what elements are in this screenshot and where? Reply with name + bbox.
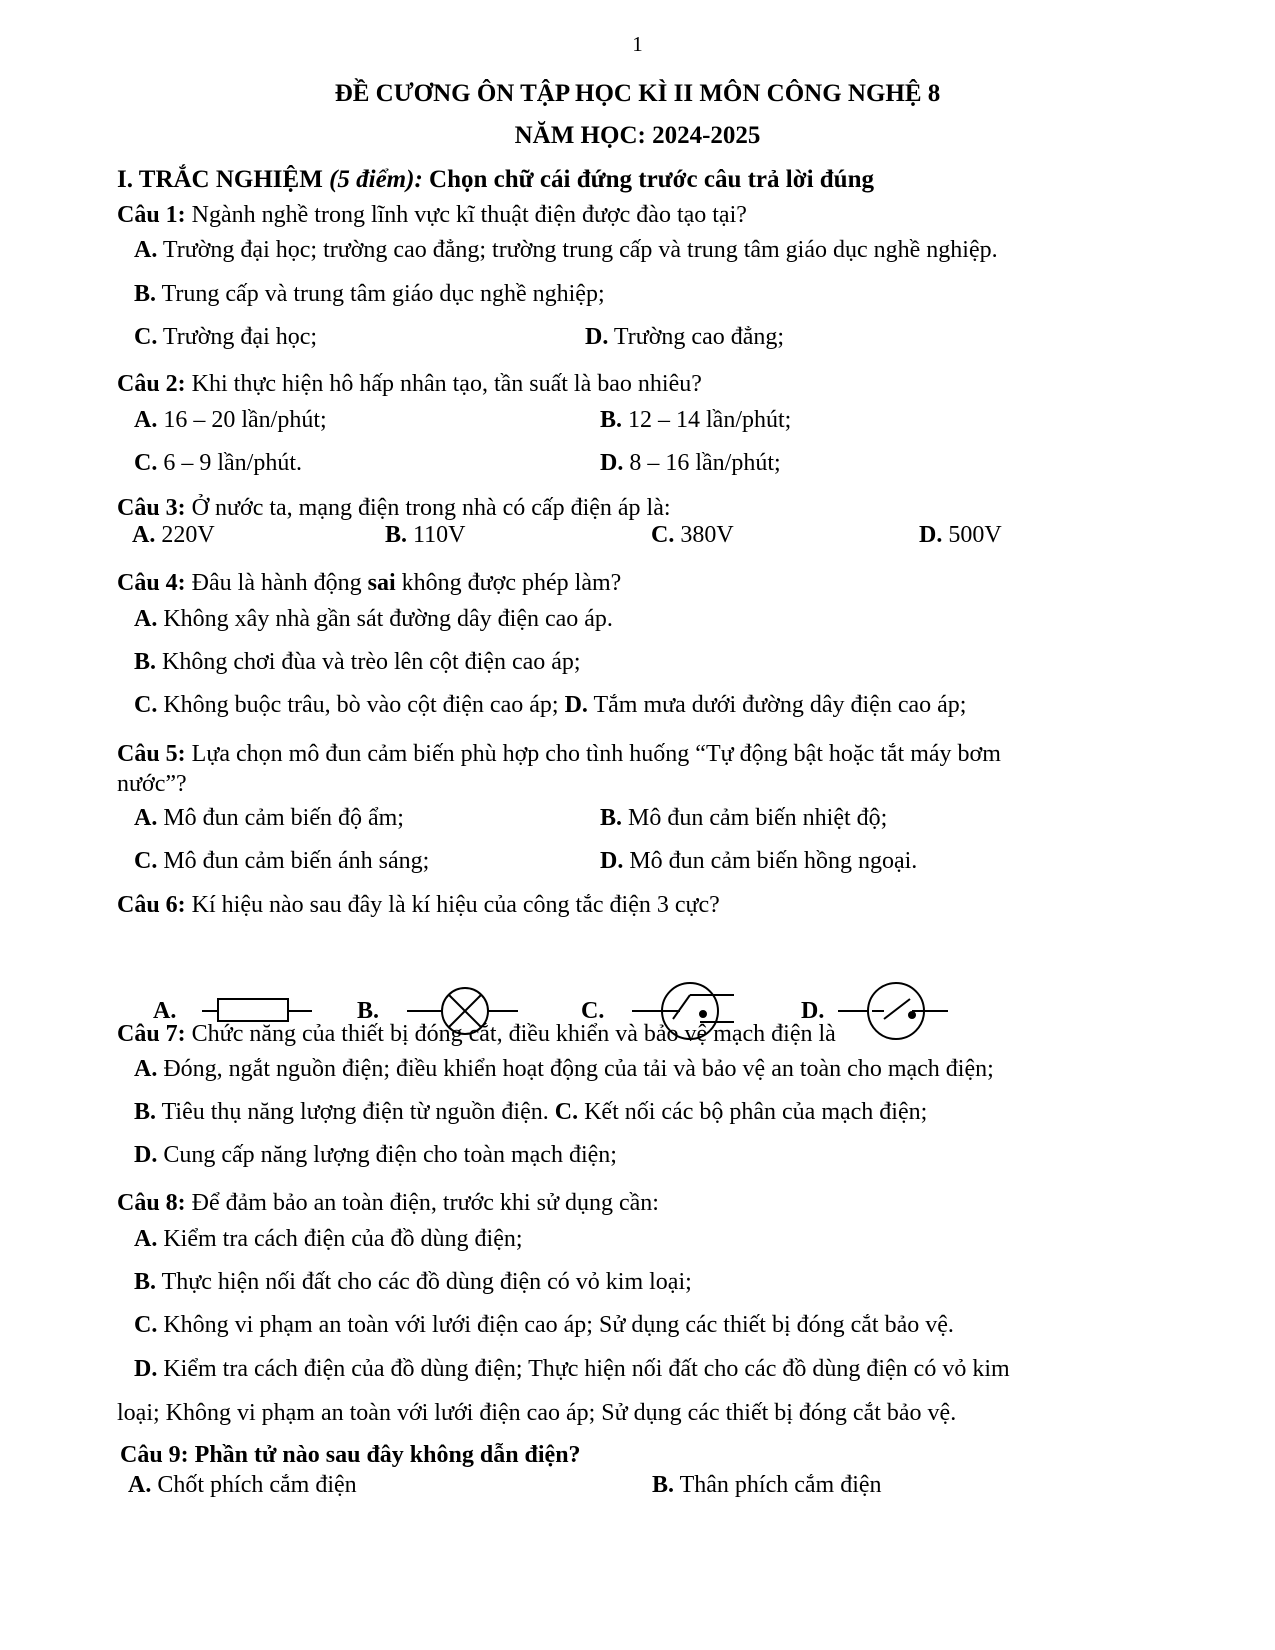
option-2b[interactable] xyxy=(600,406,791,434)
option-2a[interactable] xyxy=(134,406,327,434)
question-text: Kí hiệu nào sau đây là kí hiệu của công tắc điện 3 cực? xyxy=(191,892,720,918)
question-label: Câu 7: xyxy=(117,1021,186,1047)
question-label: Câu 4: xyxy=(117,570,186,596)
option-letter: A. xyxy=(128,1472,152,1498)
question-4 xyxy=(117,569,621,597)
option-letter: D. xyxy=(585,324,609,350)
option-text: 220V xyxy=(161,522,215,548)
option-letter: C. xyxy=(134,1312,158,1338)
question-5 xyxy=(117,740,1001,768)
question-9 xyxy=(120,1441,581,1469)
option-1c[interactable] xyxy=(134,323,317,351)
option-1a[interactable] xyxy=(134,236,998,264)
symbol-letter: C. xyxy=(581,998,605,1024)
school-year: NĂM HỌC: 2024-2025 xyxy=(514,122,761,149)
option-5b[interactable] xyxy=(600,804,887,832)
option-text: Mô đun cảm biến ánh sáng; xyxy=(163,848,430,874)
option-text: Chốt phích cắm điện xyxy=(157,1472,357,1498)
document-title: ĐỀ CƯƠNG ÔN TẬP HỌC KÌ II MÔN CÔNG NGHỆ 8 xyxy=(334,80,941,107)
question-text: Chức năng của thiết bị đóng cắt, điều khiển và bảo vệ mạch điện là xyxy=(191,1021,836,1047)
option-letter: D. xyxy=(919,522,943,548)
option-8b[interactable] xyxy=(134,1268,692,1296)
option-3a[interactable] xyxy=(132,521,215,549)
option-text: Trường cao đẳng; xyxy=(613,324,785,350)
option-5d[interactable] xyxy=(600,847,917,875)
fuse-symbol-icon xyxy=(202,999,312,1021)
question-3 xyxy=(117,494,671,522)
option-text: 6 – 9 lần/phút. xyxy=(163,450,302,476)
option-text: 110V xyxy=(413,522,466,548)
option-text: Thực hiện nối đất cho các đồ dùng điện có vỏ kim loại; xyxy=(161,1269,692,1295)
option-letter: C. xyxy=(134,848,158,874)
option-letter: A. xyxy=(134,407,158,433)
option-text: Trường đại học; xyxy=(162,324,318,350)
option-4d[interactable] xyxy=(565,692,967,718)
option-text: Tiêu thụ năng lượng điện từ nguồn điện. xyxy=(161,1099,549,1125)
symbol-letter: D. xyxy=(801,998,825,1024)
question-2 xyxy=(117,370,702,398)
question-label: Câu 3: xyxy=(117,495,186,521)
option-4b[interactable] xyxy=(134,648,581,676)
option-letter: C. xyxy=(554,1099,579,1125)
option-letter: A. xyxy=(134,237,158,263)
option-4c-4d-line xyxy=(134,691,966,719)
option-7c[interactable] xyxy=(555,1099,928,1125)
question-emphasis: sai xyxy=(367,570,396,596)
option-8a[interactable] xyxy=(134,1225,523,1253)
option-text: Không vi phạm an toàn với lưới điện cao áp; Sử dụng các thiết bị đóng cắt bảo vệ. xyxy=(163,1312,954,1338)
question-label: Câu 5: xyxy=(117,741,186,767)
option-text: Trường đại học; trường cao đẳng; trường trung cấp và trung tâm giáo dục nghề nghiệp. xyxy=(162,237,998,263)
option-9a[interactable] xyxy=(128,1471,357,1499)
question-text: Ở nước ta, mạng điện trong nhà có cấp điện áp là: xyxy=(191,495,671,521)
option-text: Kiểm tra cách điện của đồ dùng điện; xyxy=(163,1226,523,1252)
option-3c[interactable] xyxy=(651,521,734,549)
option-letter: D. xyxy=(600,450,624,476)
question-label: Câu 9: xyxy=(120,1442,189,1468)
option-letter: B. xyxy=(134,281,157,307)
option-text: Mô đun cảm biến hồng ngoại. xyxy=(629,848,918,874)
option-text: 380V xyxy=(680,522,734,548)
option-text: Đóng, ngắt nguồn điện; điều khiển hoạt động của tải và bảo vệ an toàn cho mạch điện; xyxy=(163,1056,994,1082)
option-5a[interactable] xyxy=(134,804,404,832)
section-heading xyxy=(117,166,874,194)
option-letter: D. xyxy=(134,1356,158,1382)
question-text: Lựa chọn mô đun cảm biến phù hợp cho tình huống “Tự động bật hoặc tắt máy bơm xyxy=(191,741,1001,767)
option-text: Trung cấp và trung tâm giáo dục nghề nghiệp; xyxy=(161,281,605,307)
option-text: Thân phích cắm điện xyxy=(679,1472,882,1498)
option-letter: A. xyxy=(134,1226,158,1252)
question-label: Câu 6: xyxy=(117,892,186,918)
option-1d[interactable] xyxy=(585,323,784,351)
option-text: 12 – 14 lần/phút; xyxy=(628,407,792,433)
question-text: Để đảm bảo an toàn điện, trước khi sử dụng cần: xyxy=(191,1190,659,1216)
option-letter: A. xyxy=(132,522,156,548)
option-letter: C. xyxy=(134,692,158,718)
option-text: 16 – 20 lần/phút; xyxy=(163,407,327,433)
question-label: Câu 1: xyxy=(117,202,186,228)
option-letter: B. xyxy=(600,805,623,831)
question-text: Đâu là hành động xyxy=(191,570,362,596)
option-7d[interactable] xyxy=(134,1141,617,1169)
option-2c[interactable] xyxy=(134,449,302,477)
question-label: Câu 2: xyxy=(117,371,186,397)
option-7b-7c-line xyxy=(134,1098,927,1126)
option-letter: B. xyxy=(652,1472,675,1498)
option-letter: C. xyxy=(134,450,158,476)
option-4a[interactable] xyxy=(134,605,613,633)
option-letter: B. xyxy=(134,1269,157,1295)
option-7b[interactable] xyxy=(134,1099,555,1125)
option-8d-cont: loại; Không vi phạm an toàn với lưới điện cao áp; Sử dụng các thiết bị đóng cắt bảo vệ. xyxy=(117,1400,957,1426)
question-8 xyxy=(117,1189,659,1217)
option-text: Không buộc trâu, bò vào cột điện cao áp; xyxy=(163,692,559,718)
question-text: Khi thực hiện hô hấp nhân tạo, tần suất là bao nhiêu? xyxy=(191,371,702,397)
option-text: Không xây nhà gần sát đường dây điện cao áp. xyxy=(163,606,613,632)
option-letter: B. xyxy=(600,407,623,433)
option-letter: C. xyxy=(134,324,158,350)
option-letter: B. xyxy=(134,1099,157,1125)
section-instruction: Chọn chữ cái đứng trước câu trả lời đúng xyxy=(429,166,874,193)
option-7a[interactable] xyxy=(134,1055,994,1083)
question-6 xyxy=(117,891,720,919)
section-points: (5 điểm): xyxy=(329,166,423,193)
option-3d[interactable] xyxy=(919,521,1002,549)
option-9b[interactable] xyxy=(652,1471,882,1499)
question-label: Câu 8: xyxy=(117,1190,186,1216)
option-8c[interactable] xyxy=(134,1311,954,1339)
option-letter: D. xyxy=(600,848,624,874)
question-text-cont: không được phép làm? xyxy=(401,570,622,596)
option-text: Kết nối các bộ phân của mạch điện; xyxy=(584,1099,928,1125)
option-text: Mô đun cảm biến độ ẩm; xyxy=(163,805,404,831)
option-letter: C. xyxy=(651,522,675,548)
option-4c[interactable] xyxy=(134,692,565,718)
option-2d[interactable] xyxy=(600,449,781,477)
option-text: Kiểm tra cách điện của đồ dùng điện; Thực hiện nối đất cho các đồ dùng điện có vỏ kim xyxy=(163,1356,1010,1382)
option-letter: A. xyxy=(134,606,158,632)
question-5-cont: nước”? xyxy=(117,771,187,797)
option-1b[interactable] xyxy=(134,280,605,308)
option-8d[interactable] xyxy=(134,1355,1010,1383)
question-text: Phần tử nào sau đây không dẫn điện? xyxy=(194,1442,581,1468)
option-text: Không chơi đùa và trèo lên cột điện cao áp; xyxy=(162,649,581,675)
option-letter: D. xyxy=(134,1142,158,1168)
option-3b[interactable] xyxy=(385,521,465,549)
page-number: 1 xyxy=(632,32,643,56)
option-letter: B. xyxy=(134,649,157,675)
question-text: Ngành nghề trong lĩnh vực kĩ thuật điện được đào tạo tại? xyxy=(191,202,747,228)
symbol-letter: A. xyxy=(153,998,177,1024)
option-letter: B. xyxy=(385,522,408,548)
symbol-letter: B. xyxy=(357,998,380,1024)
question-1 xyxy=(117,201,747,229)
option-letter: D. xyxy=(564,692,588,718)
option-text: Cung cấp năng lượng điện cho toàn mạch điện; xyxy=(163,1142,617,1168)
option-text: Tắm mưa dưới đường dây điện cao áp; xyxy=(593,692,967,718)
question-7 xyxy=(117,1020,836,1048)
two-pole-switch-symbol-icon xyxy=(838,983,948,1039)
option-text: 500V xyxy=(948,522,1002,548)
option-5c[interactable] xyxy=(134,847,429,875)
section-label: I. TRẮC NGHIỆM xyxy=(117,166,323,193)
option-letter: A. xyxy=(134,1056,158,1082)
option-letter: A. xyxy=(134,805,158,831)
option-text: Mô đun cảm biến nhiệt độ; xyxy=(628,805,888,831)
option-text: 8 – 16 lần/phút; xyxy=(629,450,781,476)
